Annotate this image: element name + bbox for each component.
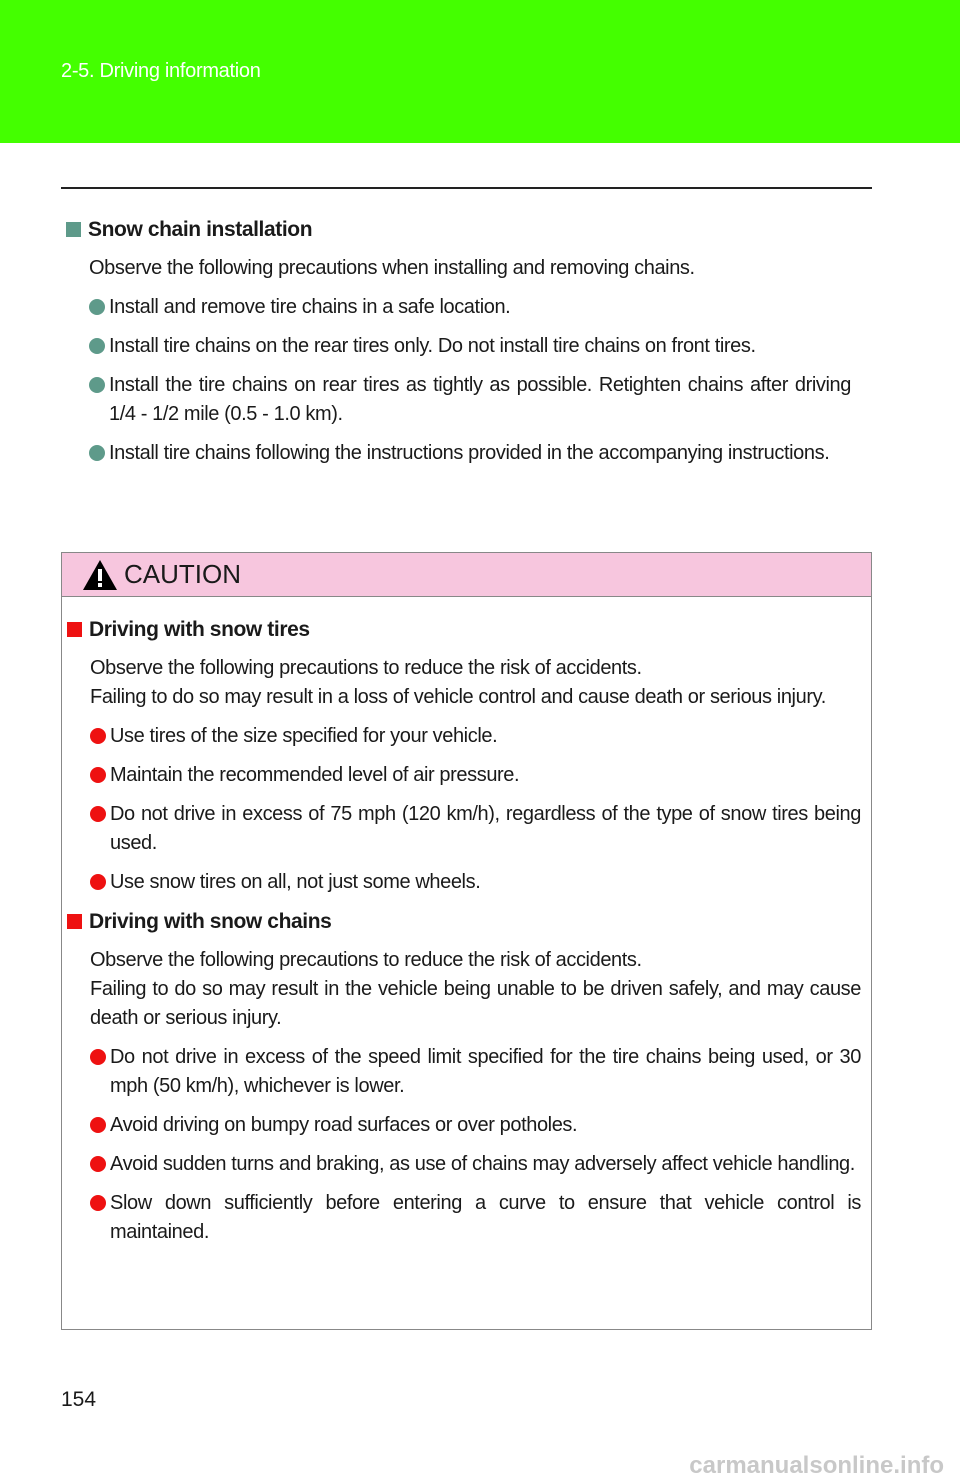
- heading-text: Driving with snow tires: [89, 618, 310, 641]
- list-item: [90, 1189, 861, 1247]
- list-item-text: Do not drive in excess of 75 mph (120 km/h), regardless of the type of snow tires being used.: [110, 803, 861, 854]
- list-item-text: Install the tire chains on rear tires as tightly as possible. Retighten chains after driving 1/4 - 1/2 mile (0.5 - 1.0 km).: [109, 374, 851, 425]
- list-item: [90, 1111, 861, 1140]
- list-item-text: Use snow tires on all, not just some wheels.: [110, 871, 481, 893]
- circle-bullet-icon: [89, 299, 105, 315]
- circle-bullet-icon: [90, 767, 106, 783]
- section-title: 2-5. Driving information: [61, 60, 261, 82]
- intro-text: Observe the following precautions when installing and removing chains.: [89, 257, 695, 279]
- list-item-text: Avoid driving on bumpy road surfaces or over potholes.: [110, 1114, 578, 1136]
- square-bullet-icon: [67, 914, 82, 929]
- intro-text: Failing to do so may result in a loss of vehicle control and cause death or serious injury.: [90, 686, 826, 708]
- section-heading: [66, 215, 851, 244]
- circle-bullet-icon: [89, 377, 105, 393]
- square-bullet-icon: [67, 622, 82, 637]
- list-item: [90, 1150, 861, 1179]
- intro-text: Failing to do so may result in the vehicle being unable to be driven safely, and may cause death or serious injury.: [90, 978, 861, 1029]
- list-item: [89, 332, 851, 361]
- section-heading: [67, 615, 861, 644]
- list-item: [90, 722, 861, 751]
- list-item-text: Install tire chains on the rear tires only. Do not install tire chains on front tires.: [109, 335, 756, 357]
- square-bullet-icon: [66, 222, 81, 237]
- watermark: carmanualsonline.info: [689, 1452, 944, 1479]
- list-item: [90, 1043, 861, 1101]
- list-item: [90, 800, 861, 858]
- list-item: [89, 371, 851, 429]
- list-item-text: Avoid sudden turns and braking, as use of chains may adversely affect vehicle handling.: [110, 1153, 855, 1175]
- divider: [61, 187, 872, 189]
- page-header: [0, 0, 960, 143]
- circle-bullet-icon: [89, 338, 105, 354]
- page-number: 154: [61, 1388, 97, 1411]
- list-item-text: Install tire chains following the instructions provided in the accompanying instructions.: [109, 442, 830, 464]
- list-item-text: Do not drive in excess of the speed limit specified for the tire chains being used, or 30 mph (50 km/h), whichever is lower.: [110, 1046, 861, 1097]
- list-item: [90, 868, 861, 897]
- warning-triangle-icon: [82, 559, 118, 591]
- circle-bullet-icon: [90, 1049, 106, 1065]
- list-item-text: Install and remove tire chains in a safe location.: [109, 296, 511, 318]
- list-item: [89, 439, 851, 468]
- circle-bullet-icon: [90, 806, 106, 822]
- caution-title: CAUTION: [124, 559, 241, 589]
- circle-bullet-icon: [89, 445, 105, 461]
- circle-bullet-icon: [90, 1195, 106, 1211]
- list-item: [89, 293, 851, 322]
- section-heading: [67, 907, 861, 936]
- caution-box: [61, 552, 872, 1330]
- circle-bullet-icon: [90, 1156, 106, 1172]
- caution-header: [62, 553, 871, 597]
- heading-text: Snow chain installation: [88, 218, 313, 241]
- intro-text: Observe the following precautions to reduce the risk of accidents.: [90, 657, 642, 679]
- circle-bullet-icon: [90, 874, 106, 890]
- snow-chain-section: [66, 215, 851, 468]
- list-item-text: Slow down sufficiently before entering a curve to ensure that vehicle control is maintained.: [110, 1192, 861, 1243]
- list-item: [90, 761, 861, 790]
- circle-bullet-icon: [90, 1117, 106, 1133]
- intro-text: Observe the following precautions to reduce the risk of accidents.: [90, 949, 642, 971]
- circle-bullet-icon: [90, 728, 106, 744]
- list-item-text: Use tires of the size specified for your vehicle.: [110, 725, 498, 747]
- heading-text: Driving with snow chains: [89, 910, 332, 933]
- list-item-text: Maintain the recommended level of air pressure.: [110, 764, 520, 786]
